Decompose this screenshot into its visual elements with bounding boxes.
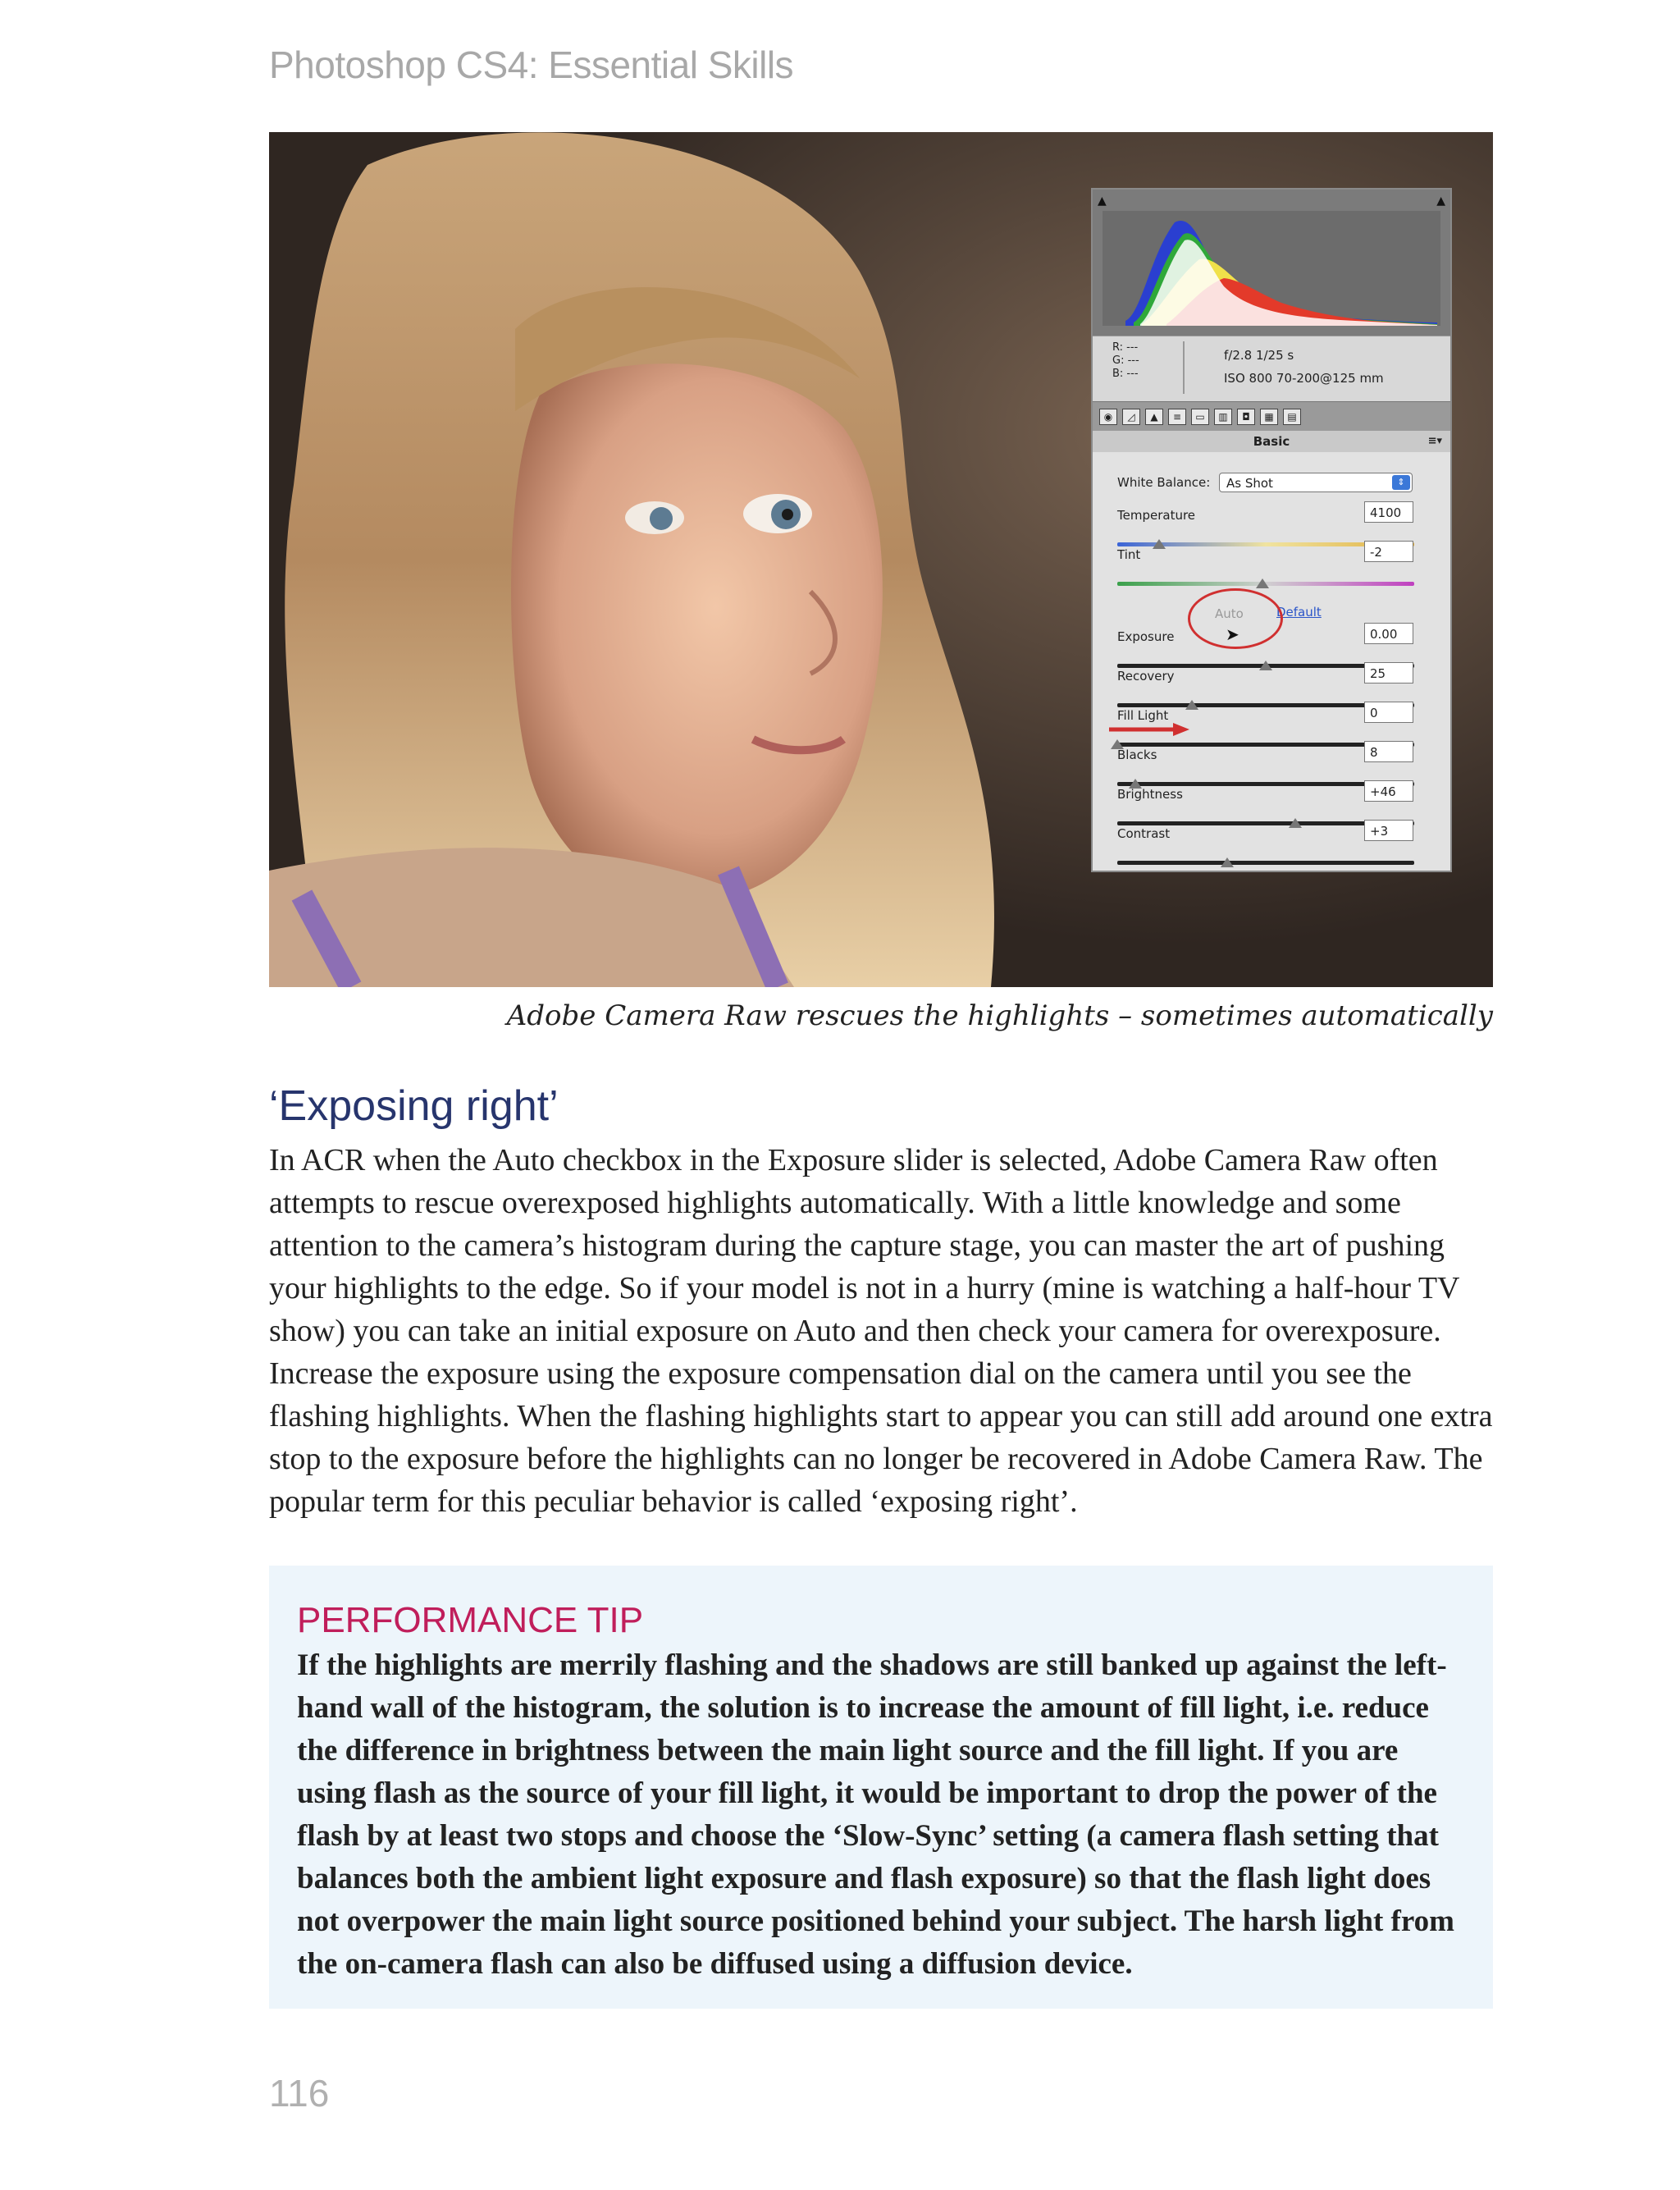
- slider-label: Recovery: [1117, 669, 1175, 684]
- panel-menu-icon[interactable]: ≡▾: [1427, 435, 1442, 447]
- exif-iso-lens: ISO 800 70-200@125 mm: [1224, 371, 1384, 386]
- slider-label: Brightness: [1117, 787, 1183, 802]
- slider-label: Exposure: [1117, 629, 1175, 644]
- white-balance-value: As Shot: [1226, 476, 1273, 491]
- tone-curve-tab-icon[interactable]: ◿: [1122, 409, 1140, 425]
- slider-value-field[interactable]: 8: [1364, 741, 1413, 762]
- section-heading: ‘Exposing right’: [269, 1082, 559, 1130]
- r-readout: R: ---: [1112, 341, 1139, 354]
- slider-label: Tint: [1117, 547, 1141, 562]
- performance-tip-box: [269, 1566, 1493, 2009]
- detail-tab-icon[interactable]: ▲: [1145, 409, 1163, 425]
- slider-value-field[interactable]: 0.00: [1364, 623, 1413, 644]
- panel-title: Basic: [1253, 434, 1290, 449]
- section-body: In ACR when the Auto checkbox in the Exposure slider is selected, Adobe Camera Raw often attempts to rescue overexposed highlights automatically. With a little knowledge and some attention to the camera’s histogram during the capture stage, you can master the art of pushing your highlights to the edge. So if your model is not in a hurry (mine is watching a half-hour TV show) you can take an initial exposure on Auto and then check your camera for overexposure. Increase the exposure using the exposure compensation dial on the camera until you see the flashing highlights. When the flashing highlights start to appear you can still add around one extra stop to the exposure before the highlights can no longer be recovered in Adobe Camera Raw. The popular term for this peculiar behavior is called ‘exposing right’.: [269, 1143, 1493, 1519]
- running-head: Photoshop CS4: Essential Skills: [269, 43, 794, 86]
- tip-body: If the highlights are merrily flashing and the shadows are still banked up against the left-hand wall of the histogram, the solution is to increase the amount of fill light, i.e. reduce the difference in brightness between the main light source and the fill light. If you are using flash as the source of your fill light, it would be important to drop the power of the flash by at least two stops and choose the ‘Slow-Sync’ setting (a camera flash setting that balances both the ambient light exposure and flash exposure) so that the flash light does not overpower the main light source positioned behind your subject. The harsh light from the on-camera flash can also be diffused using a diffusion device.: [297, 1648, 1454, 1981]
- rgb-readout: [1112, 341, 1139, 381]
- slider-label: Temperature: [1117, 508, 1196, 523]
- tip-title: PERFORMANCE TIP: [297, 1600, 644, 1640]
- mouse-pointer-icon: ➤: [1226, 624, 1239, 644]
- red-arrow-icon: [1109, 721, 1191, 738]
- white-balance-select[interactable]: [1219, 473, 1413, 492]
- slider-value-field[interactable]: 0: [1364, 702, 1413, 723]
- acr-panel: [1091, 188, 1452, 872]
- lens-corrections-tab-icon[interactable]: ▥: [1214, 409, 1232, 425]
- slider-track[interactable]: [1117, 861, 1414, 865]
- slider-thumb[interactable]: [1289, 818, 1302, 828]
- panel-title-bar: [1093, 431, 1450, 452]
- g-readout: G: ---: [1112, 354, 1139, 367]
- histogram: [1093, 190, 1450, 336]
- highlight-clipping-warning-icon[interactable]: ▲: [1436, 194, 1445, 208]
- snapshots-tab-icon[interactable]: ▤: [1283, 409, 1301, 425]
- exif-aperture-shutter: f/2.8 1/25 s: [1224, 348, 1294, 363]
- slider-thumb[interactable]: [1259, 661, 1272, 670]
- slider-label: Fill Light: [1117, 708, 1169, 723]
- slider-value-field[interactable]: -2: [1364, 541, 1413, 562]
- b-readout: B: ---: [1112, 368, 1139, 380]
- camera-calibration-tab-icon[interactable]: ◘: [1237, 409, 1255, 425]
- white-balance-label: White Balance:: [1117, 475, 1211, 490]
- shadow-clipping-warning-icon[interactable]: ▲: [1098, 194, 1107, 208]
- select-stepper-icon: ⇕: [1392, 475, 1410, 490]
- basic-tab-icon[interactable]: ◉: [1099, 409, 1117, 425]
- figure-photo: [269, 132, 1493, 987]
- slider-thumb[interactable]: [1221, 857, 1234, 867]
- page-number: 116: [269, 2072, 330, 2115]
- readout-divider: [1183, 341, 1185, 394]
- auto-link[interactable]: Auto: [1215, 606, 1244, 621]
- slider-value-field[interactable]: 4100: [1364, 501, 1413, 523]
- slider-value-field[interactable]: +3: [1364, 820, 1413, 841]
- slider-value-field[interactable]: 25: [1364, 662, 1413, 684]
- figure-caption: Adobe Camera Raw rescues the highlights – sometimes automatically: [506, 999, 1493, 1032]
- presets-tab-icon[interactable]: ▦: [1260, 409, 1278, 425]
- slider-label: Contrast: [1117, 826, 1171, 841]
- slider-thumb[interactable]: [1256, 578, 1269, 588]
- slider-value-field[interactable]: +46: [1364, 780, 1413, 802]
- slider-thumb[interactable]: [1185, 700, 1198, 710]
- histogram-graph: [1093, 190, 1450, 336]
- slider-thumb[interactable]: [1153, 539, 1166, 549]
- panel-tabs-toolbar: [1093, 401, 1450, 432]
- slider-label: Blacks: [1117, 748, 1157, 762]
- hsl-tab-icon[interactable]: ≡: [1168, 409, 1186, 425]
- default-link[interactable]: Default: [1276, 605, 1322, 620]
- readout-bar: [1093, 336, 1450, 402]
- split-toning-tab-icon[interactable]: ▭: [1191, 409, 1209, 425]
